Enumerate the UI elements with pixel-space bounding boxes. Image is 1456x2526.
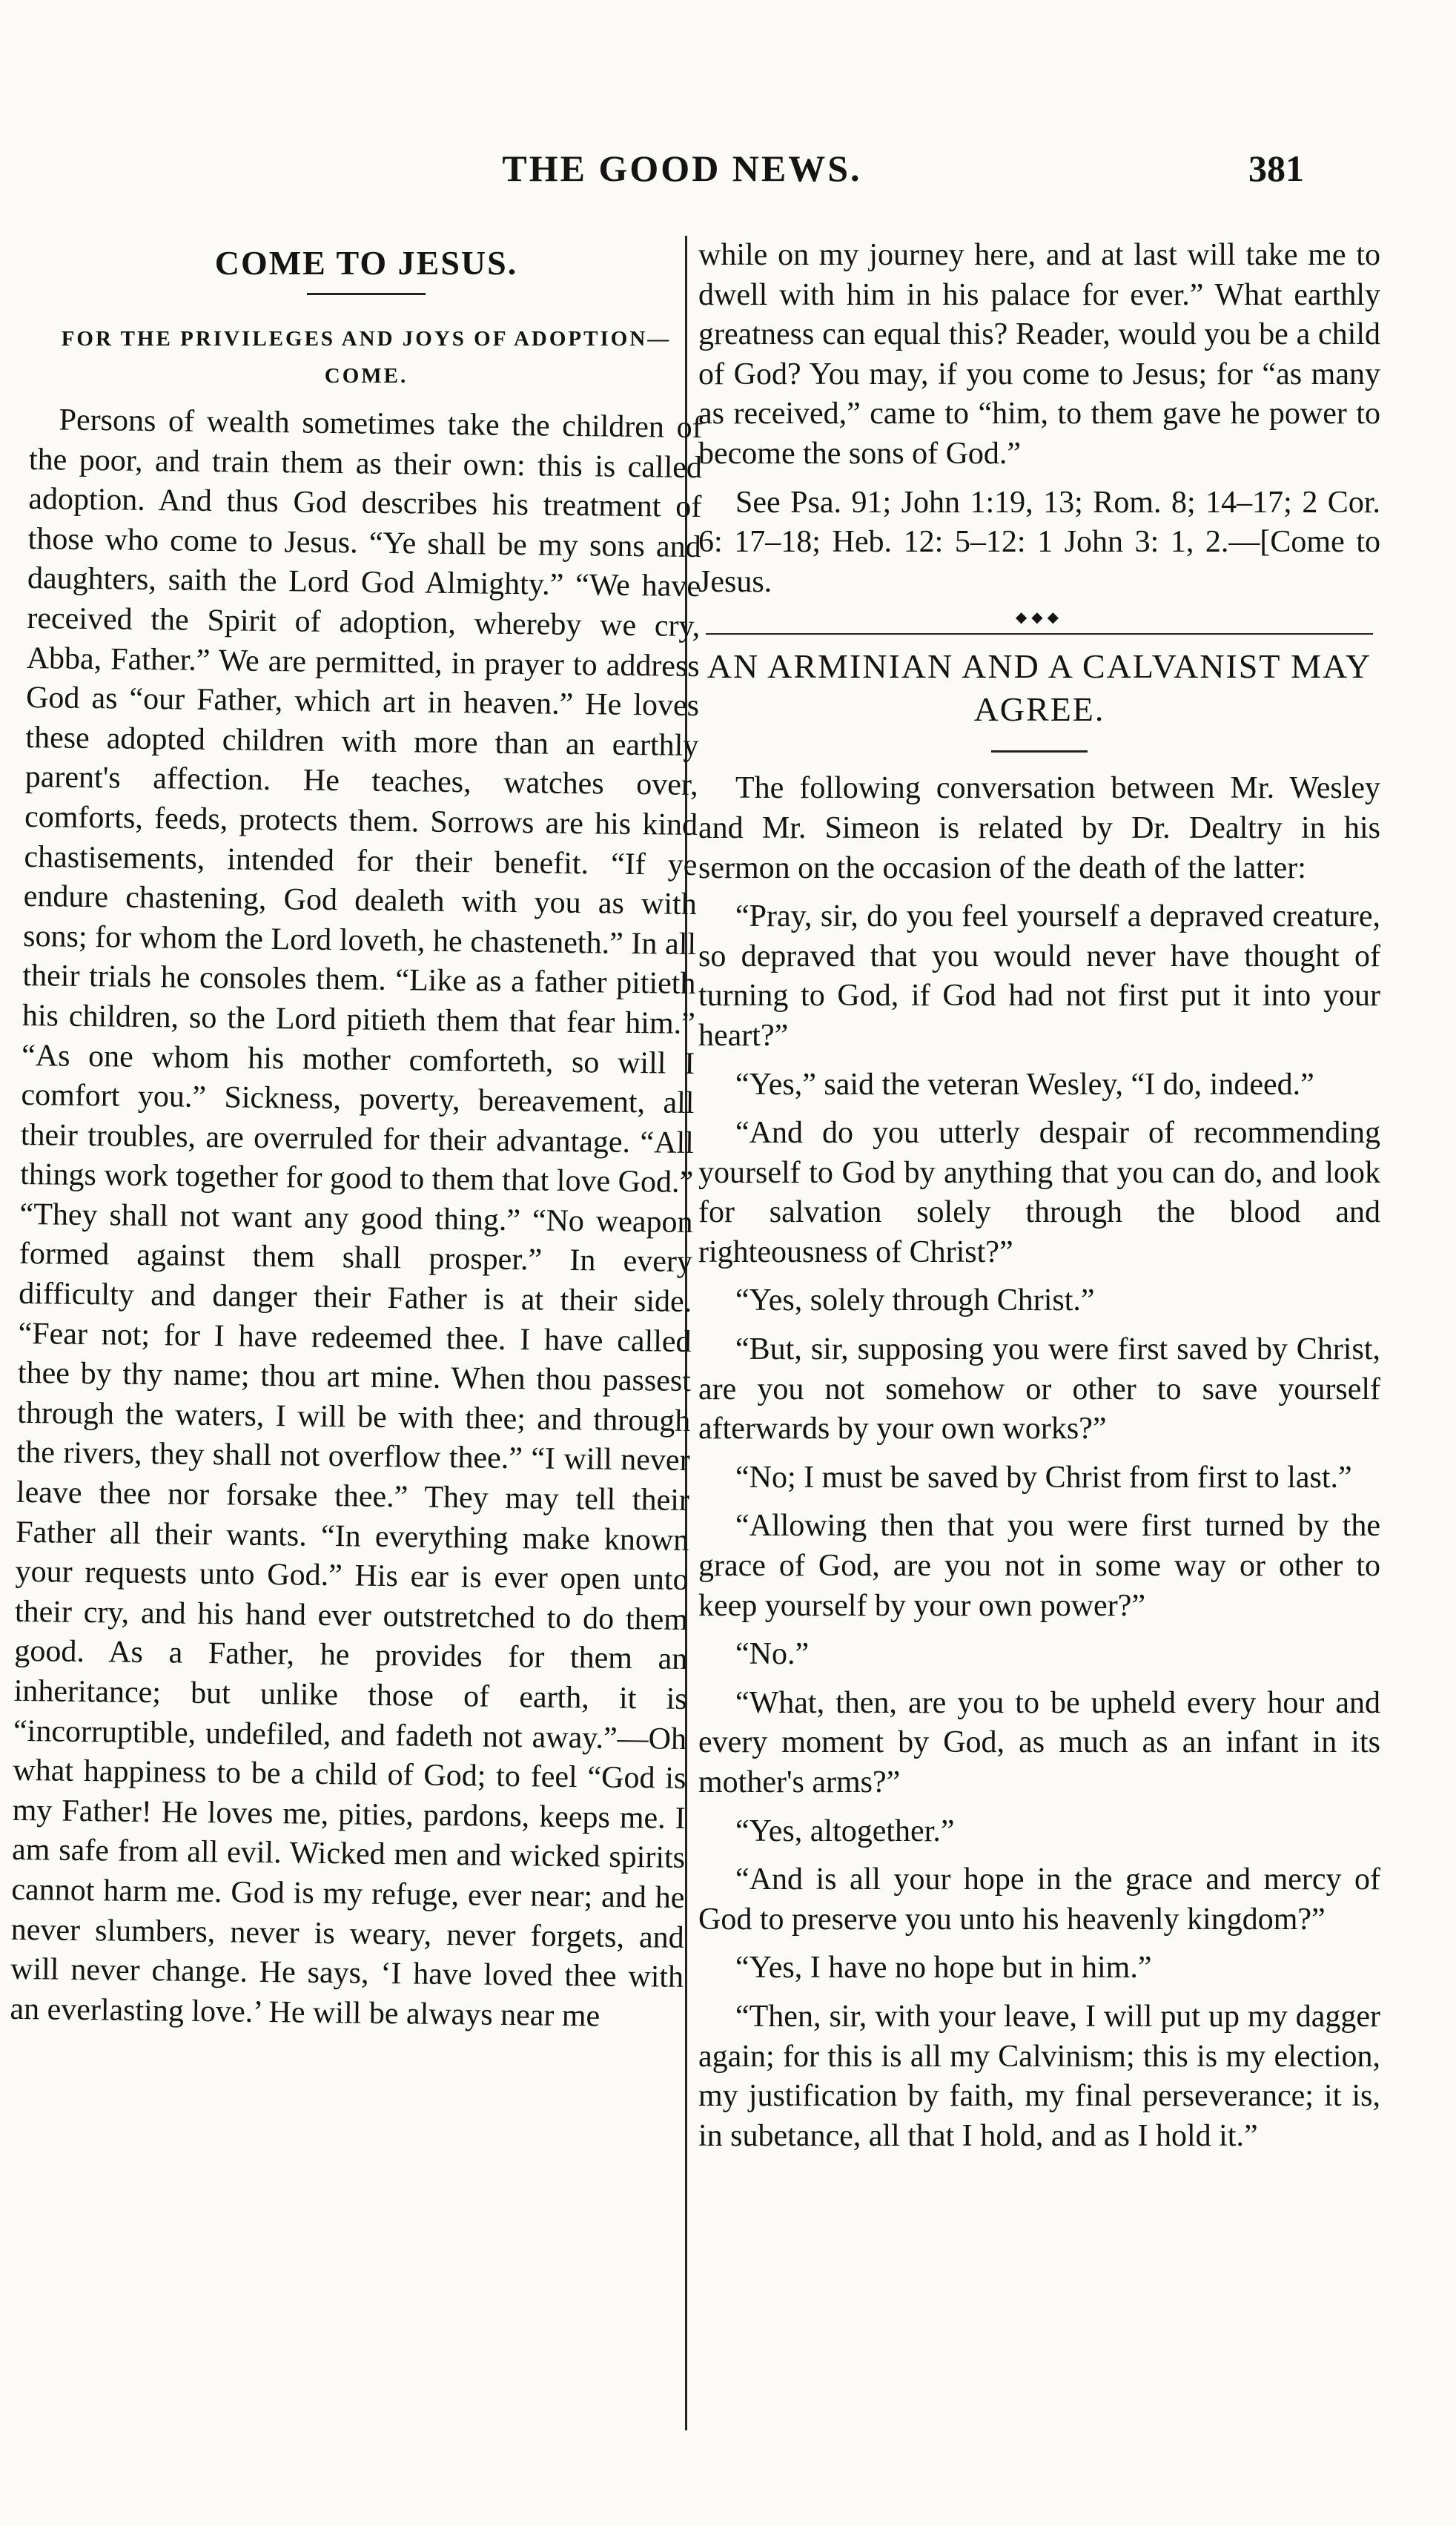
conversation-paragraph: “No.”: [735, 1637, 810, 1672]
page-number: 381: [1248, 148, 1304, 189]
continuation-paragraph: while on my journey here, and at last will take me to dwell with him in his palace for ever.” What earthly greatness can equal this? Reader, would you be a child of God? You may, if you come to Jesus; for “as many as received,” came to “him, to them gave he power to become the sons of God.”: [698, 238, 1380, 471]
title-rule: [991, 750, 1088, 753]
conversation-paragraph: “Then, sir, with your leave, I will put up my dagger again; for this is all my Calvinism; this is my election, my justification by faith, my final perseverance; it is, in subetance, all that I hold, and as I hold it.”: [698, 1999, 1380, 2153]
article-body-paragraph: Persons of wealth sometimes take the children of the poor, and train them as their own: this is called adoption. And thus God describes his treatment of those who come to Jesus. “Ye shall be my sons and daughters, saith the Lord God Almighty.” “We have received the Spirit of adoption, whereby we cry, Abba, Father.” We are permitted, in prayer to address God as “our Father, which art in heaven.” He loves these adopted children with more than an earthly parent's affection. He teaches, watches over, comforts, feeds, protects them. Sorrows are his kind chastisements, intended for their benefit. “If ye endure chastening, God dealeth with you as with sons; for whom the Lord loveth, he chasteneth.” In all their trials he consoles them. “Like as a father pitieth his children, so the Lord pitieth them that fear him.” “As one whom his mother comforteth, so will I comfort you.” Sickness, poverty, bereavement, all their troubles, are overruled for their advantage. “All things work together for good to them that love God.” “They shall not want any good thing.” “No weapon formed against them shall prosper.” In every difficulty and danger their Father is at their side. “Fear not; for I have redeemed thee. I have called thee by thy name; thou art mine. When thou passest through the waters, I will be with thee; and through the rivers, they shall not overflow thee.” “I will never leave thee nor forsake thee.” They may tell their Father all their wants. “In everything make known your requests unto God.” His ear is ever open unto their cry, and his hand ever outstretched to do them good. As a Father, he provides for them an inheritance; but unlike those of earth, it is “incorruptible, undefiled, and fadeth not away.”—Oh what happiness to be a child of God; to feel “God is my Father! He loves me, pities, pardons, keeps me. I am safe from all evil. Wicked men and wicked spirits cannot harm me. God is my refuge, ever near; and he never slumbers, never is weary, never forgets, and will never change. He says, ‘I have loved thee with an everlasting love.’ He will be always near me: [10, 403, 703, 2034]
conversation-paragraph: “Pray, sir, do you feel yourself a depraved creature, so depraved that you would never have thought of turning to God, if God had not first put it into your heart?”: [698, 899, 1380, 1053]
conversation-paragraph: “Yes, solely through Christ.”: [735, 1283, 1095, 1318]
conversation-paragraph: “What, then, are you to be upheld every hour and every moment by God, as much as an infant in its mother's arms?”: [698, 1685, 1380, 1799]
article-subhead: FOR THE PRIVILEGES AND JOYS OF ADOPTION—COME.: [61, 327, 672, 388]
conversation-paragraph: “No; I must be saved by Christ from first to last.”: [735, 1460, 1352, 1495]
title-rule: [307, 293, 426, 295]
running-head: [0, 147, 1456, 199]
conversation-paragraph: “Allowing then that you were first turned by the grace of God, are you not in some way or other to keep yourself by your own power?”: [698, 1509, 1380, 1623]
scripture-references: See Psa. 91; John 1:19, 13; Rom. 8; 14–17; 2 Cor. 6: 17–18; Heb. 12: 5–12: 1 John 3: 1, 2.—[Come to Jesus.: [698, 485, 1380, 599]
right-column: [698, 236, 1380, 2165]
article-title-arminian-calvanist: AN ARMINIAN AND A CALVANIST MAY AGREE.: [707, 647, 1372, 729]
article-title-come-to-jesus: COME TO JESUS.: [214, 244, 518, 282]
conversation-paragraph: The following conversation between Mr. Wesley and Mr. Simeon is related by Dr. Dealtry in his sermon on the occasion of the death of the latter:: [698, 771, 1380, 885]
conversation-paragraph: “But, sir, supposing you were first saved by Christ, are you not somehow or other to save yourself afterwards by your own works?”: [698, 1332, 1380, 1447]
conversation-paragraph: “And do you utterly despair of recommending yourself to God by anything that you can do, and look for salvation solely through the blood and righteousness of Christ?”: [698, 1116, 1380, 1269]
running-title: THE GOOD NEWS.: [502, 148, 862, 189]
conversation-paragraph: “Yes, altogether.”: [735, 1814, 955, 1848]
ornament-divider: ◆◆◆: [1015, 609, 1064, 626]
conversation-paragraph: “And is all your hope in the grace and mercy of God to preserve you unto his heavenly kingdom?”: [698, 1862, 1380, 1937]
conversation-paragraph: “Yes,” said the veteran Wesley, “I do, indeed.”: [735, 1067, 1314, 1102]
left-column: [10, 236, 703, 2034]
conversation-paragraph: “Yes, I have no hope but in him.”: [735, 1951, 1152, 1986]
